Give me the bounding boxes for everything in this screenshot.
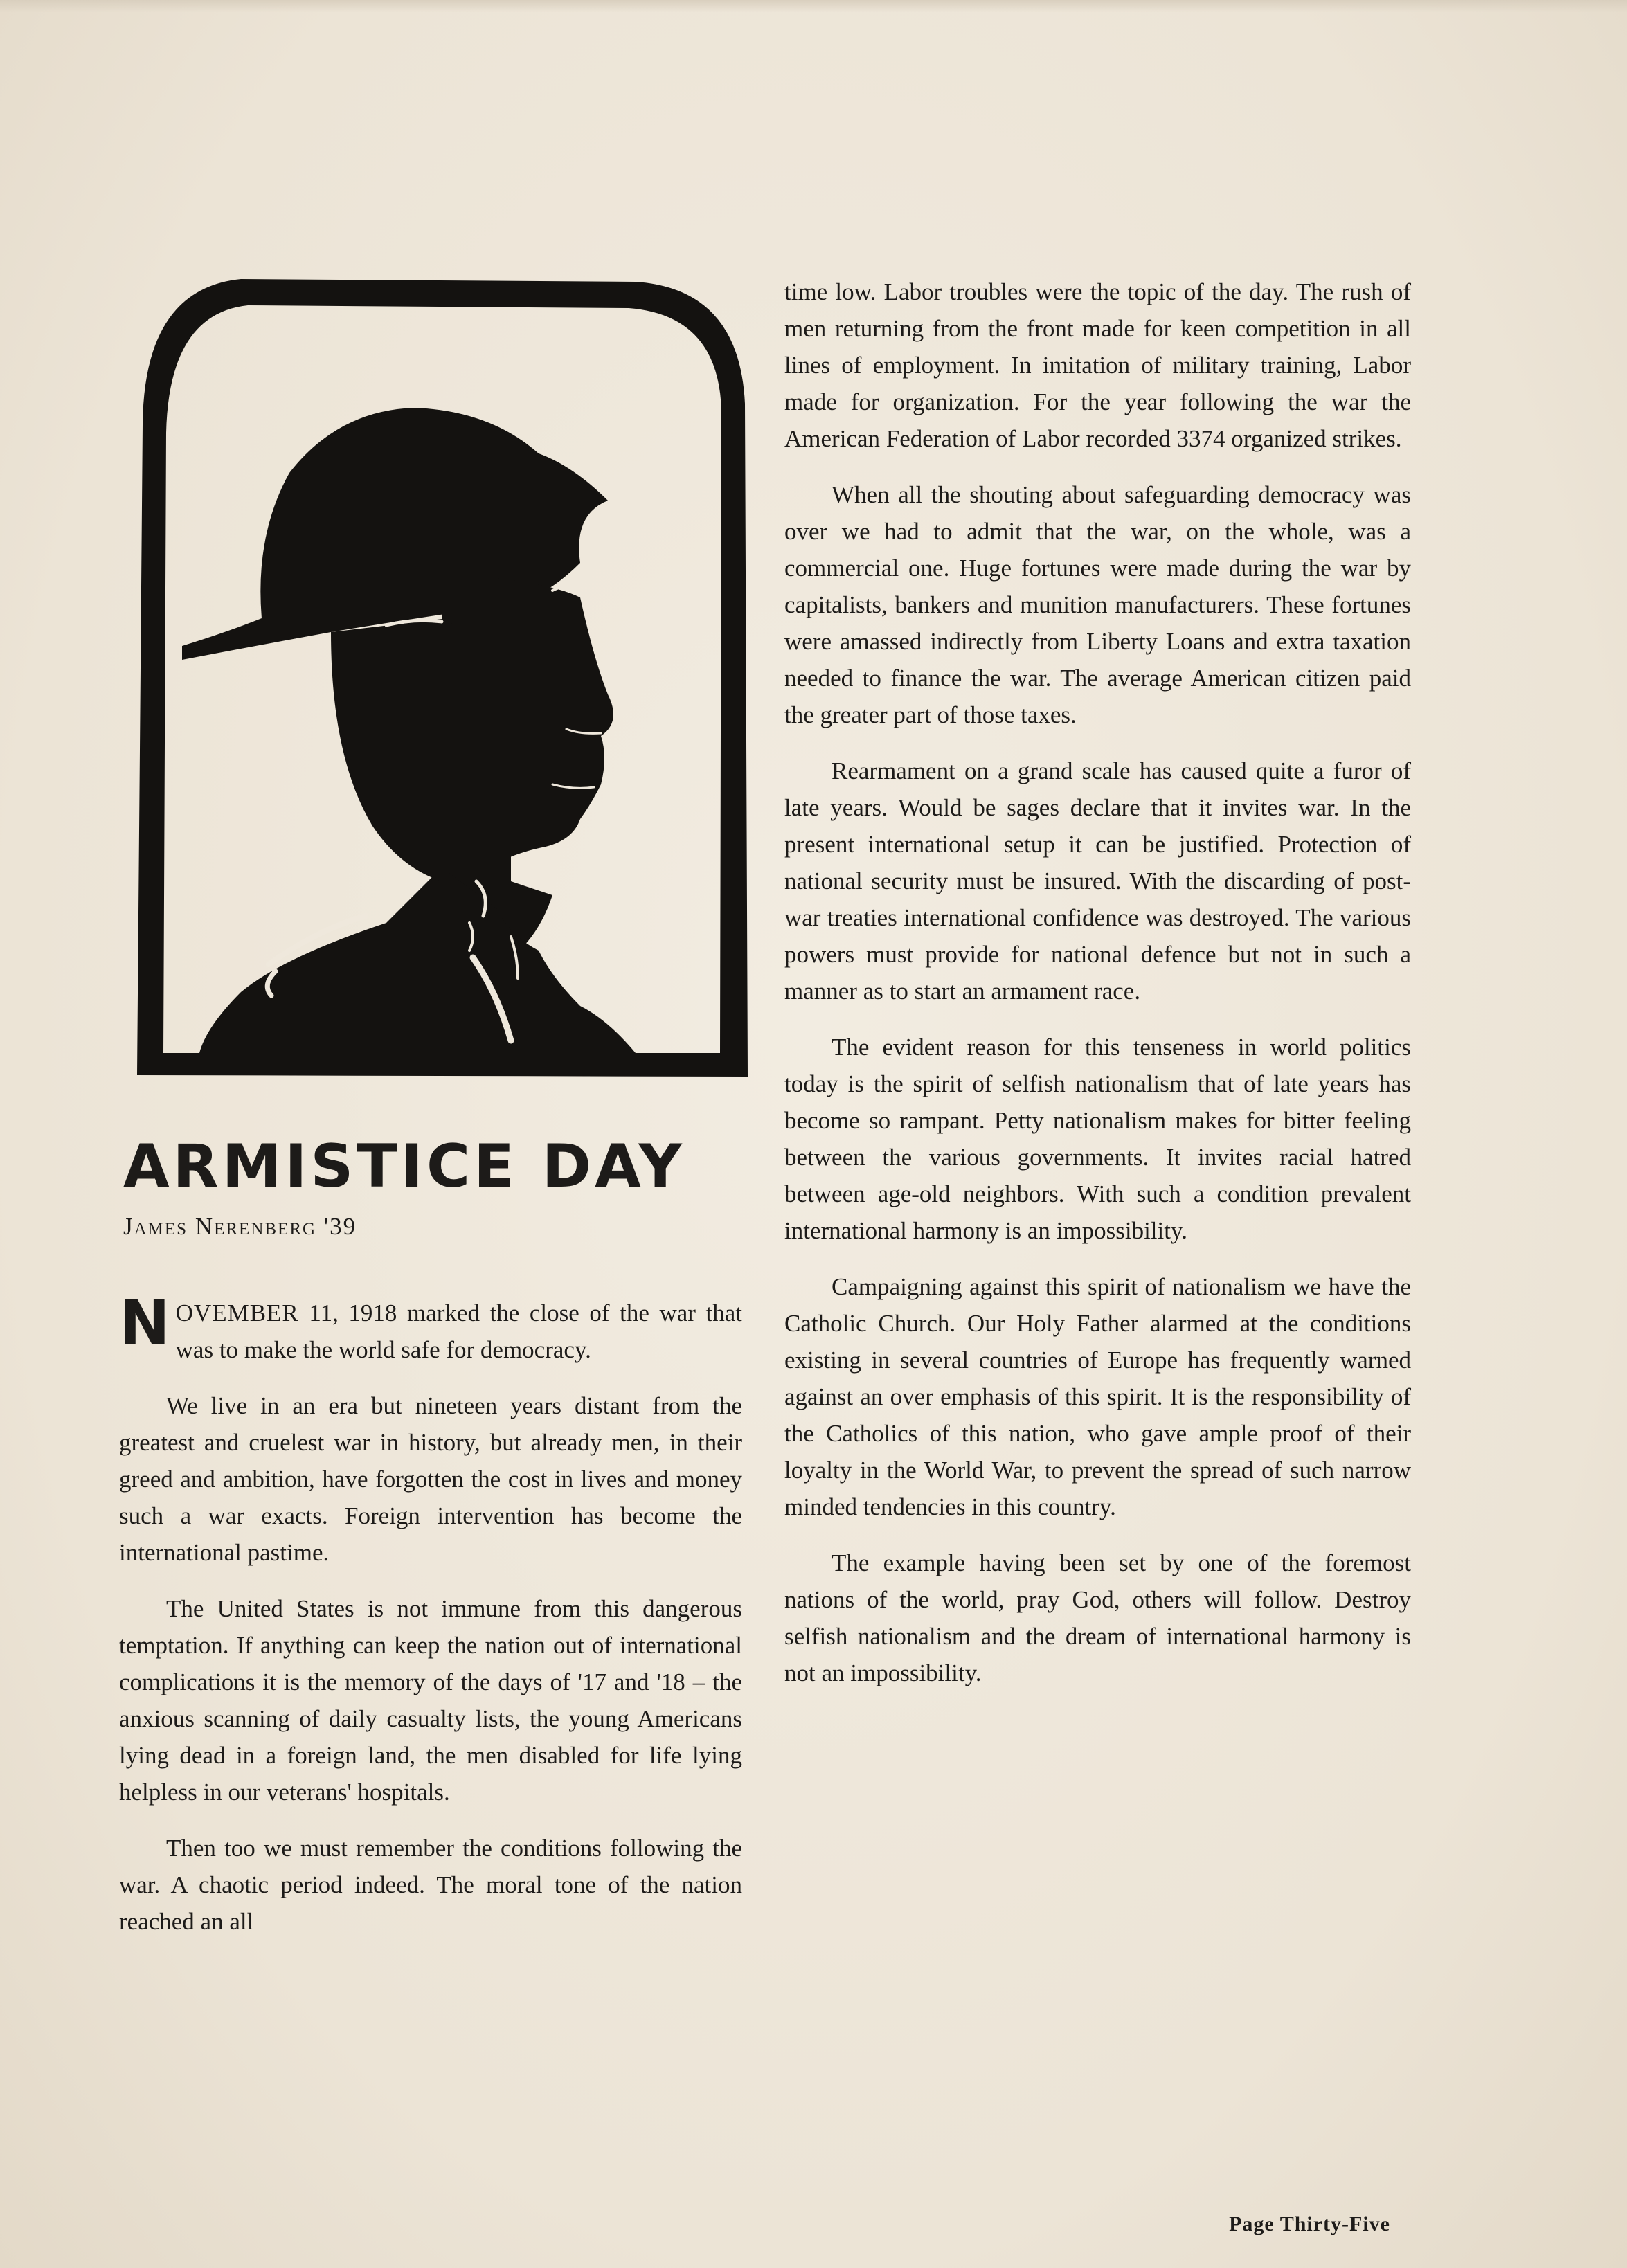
paragraph-2: We live in an era but nineteen years distant from the greatest and cruelest war in history, but already men, in their greed and ambition, have forgotten the cost in lives and money such a war exacts. Foreign intervention has become the international pastime. <box>119 1392 742 1566</box>
paragraph-1-text: 11, 1918 marked the close of the war that was to make the world safe for democracy. <box>175 1299 742 1363</box>
paragraph-3: The United States is not immune from this dangerous temptation. If anything can keep the nation out of international complications it is the memory of the days of '17 and '18 – the anxious scanning of daily casualty lists, the young Americans lying dead in a foreign land, the men disabled for life lying helpless in our veterans' hospitals. <box>119 1595 742 1806</box>
paragraph-5: When all the shouting about safeguarding democracy was over we had to admit that the war, on the whole, was a commercial one. Huge fortunes were made during the war by capitalists, bankers and munition manufacturers. These fortunes were amassed indirectly from Liberty Loans and extra taxation needed to finance the war. The average American citizen paid the greater part of those taxes. <box>784 481 1411 728</box>
lead-word: OVEMBER <box>175 1299 299 1326</box>
page-number: Page Thirty-Five <box>1229 2213 1390 2235</box>
paragraph-4-start: Then too we must remember the conditions following the war. A chaotic period indeed. The moral tone of the nation reached an all <box>119 1835 742 1935</box>
paragraph-4-continued: time low. Labor troubles were the topic of the day. The rush of men returning from the front made for keen competition in all lines of employment. In imitation of military training, Labor made for organization. For the year following the war the American Federation of Labor recorded 3374 organized strikes. <box>784 278 1411 452</box>
paragraph-8: Campaigning against this spirit of nationalism we have the Catholic Church. Our Holy Father alarmed at the conditions existing in several countries of Europe has frequently warned against an over emphasis of this spirit. It is the responsibility of the Catholics of this nation, who gave ample proof of their loyalty in the World War, to prevent the spread of such narrow minded tendencies in this country. <box>784 1273 1411 1520</box>
article-title: ARMISTICE DAY <box>123 1132 685 1201</box>
drop-cap: N <box>119 1287 170 1358</box>
right-column <box>784 273 1411 1711</box>
paragraph-1 <box>119 1287 742 1368</box>
page-edge <box>0 0 1627 12</box>
left-column <box>119 1287 742 1959</box>
paragraph-7: The evident reason for this tenseness in world politics today is the spirit of selfish nationalism that of late years has become so rampant. Petty nationalism makes for bitter feeling between the various governments. It invites racial hatred between age-old neighbors. With such a condition prevalent international harmony is an impossibility. <box>784 1034 1411 1244</box>
paragraph-6: Rearmament on a grand scale has caused quite a furor of late years. Would be sages declare that it invites war. In the present international setup it can be justified. Protection of national security must be insured. With the discarding of post-war treaties international confidence was destroyed. The various powers must provide for national defence but not in such a manner as to start an armament race. <box>784 757 1411 1005</box>
paragraph-9: The example having been set by one of the foremost nations of the world, pray God, others will follow. Destroy selfish nationalism and the dream of international harmony is not an impossibility. <box>784 1549 1411 1686</box>
article-byline: James Nerenberg '39 <box>123 1213 357 1240</box>
soldier-silhouette-icon <box>123 272 750 1085</box>
